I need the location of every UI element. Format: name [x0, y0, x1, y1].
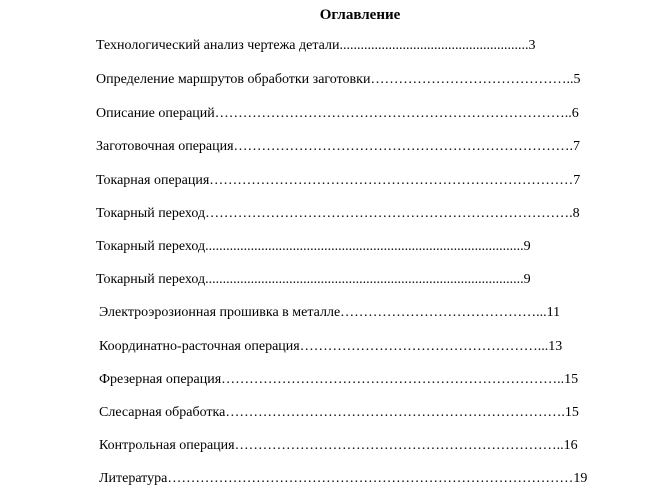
toc-entry: Литература……………………………………………………………………………19: [99, 471, 588, 486]
toc-entry: Координатно-расточная операция……………………………………………...13: [99, 339, 563, 354]
toc-entry: Электроэрозионная прошивка в металле……………………………………...11: [99, 305, 561, 320]
toc-entry: Слесарная обработка……………………………………………………………….15: [99, 405, 579, 420]
toc-entry: Токарный переход…………………………………………………………………….8: [96, 206, 580, 221]
toc-title: Оглавление: [319, 7, 401, 23]
toc-entry: Токарный переход...........................................................................................9: [96, 239, 531, 254]
toc-entry: Определение маршрутов обработки заготовки……………………………………..5: [96, 72, 581, 87]
toc-entry: Заготовочная операция……………………………………………………………….7: [96, 139, 581, 154]
toc-entry: Технологический анализ чертежа детали......................................................3: [96, 38, 536, 53]
toc-entry: Контрольная операция……………………………………………………………..16: [99, 438, 578, 453]
toc-entry: Токарная операция……………………………………………………………………7: [96, 173, 581, 188]
toc-entry: Фрезерная операция………………………………………………………………..15: [99, 372, 579, 387]
toc-entry: Токарный переход...........................................................................................9: [96, 272, 531, 287]
toc-entry: Описание операций…………………………………………………………………..6: [96, 106, 579, 121]
